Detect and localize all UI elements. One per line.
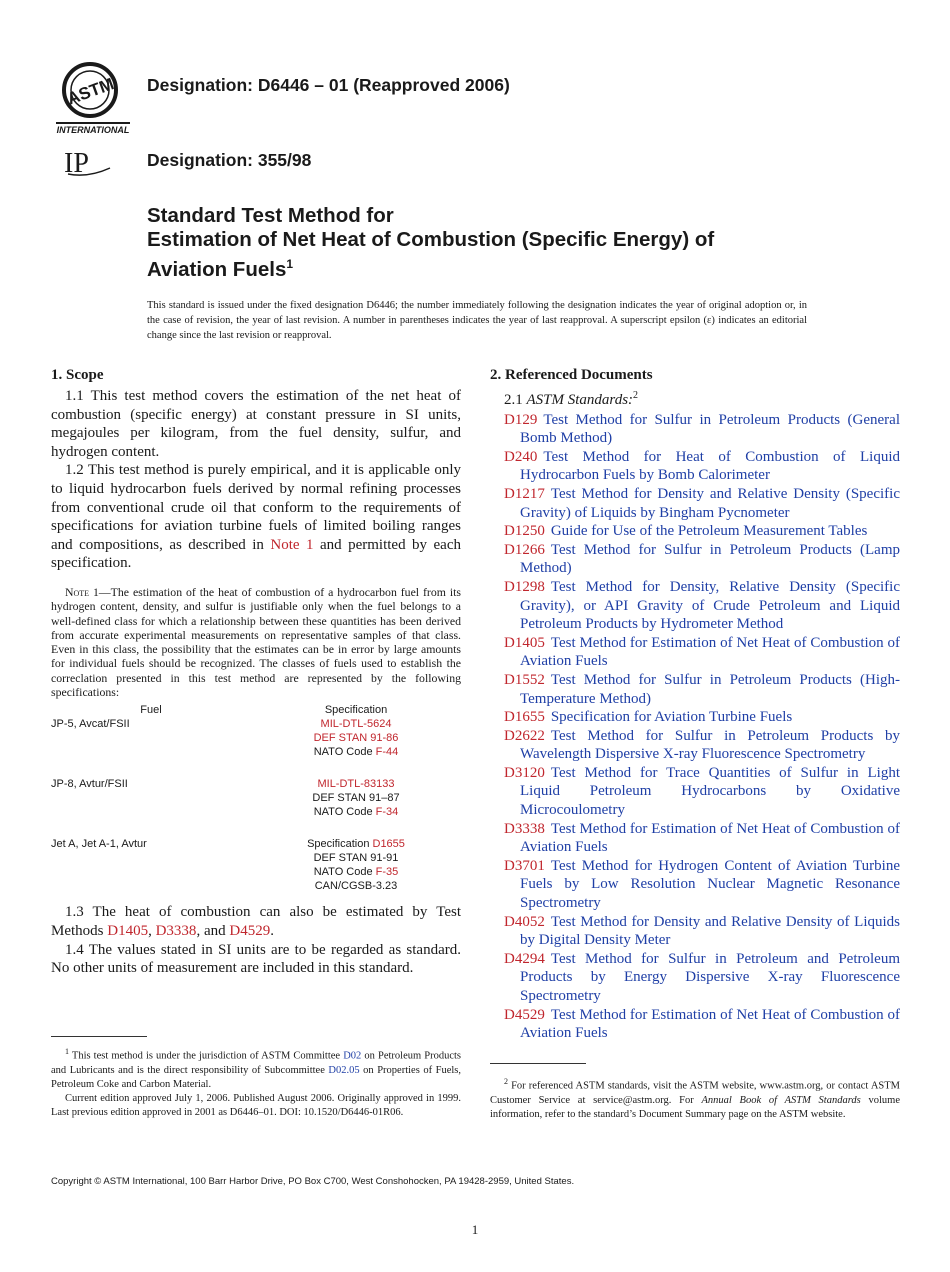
scope-para-1-3-text: 1.3 The heat of combustion can also be estimated by Test Methods (51, 904, 461, 939)
reference-code-link[interactable]: D1298 (504, 578, 545, 595)
scope-para-1-2-text-a: 1.2 This test method is purely empirical, and it is applicable only to liquid hydrocarbon fuels derived by normal refining processes from conventional crude oil that conform to the requirements of specifications for aviation turbine fuels of limited boiling ranges and compositions, as described in (51, 462, 461, 553)
fuel-spec-header-row (51, 703, 461, 717)
spec-column-header: Specification (324, 704, 388, 717)
spec-text: NATO Code (313, 806, 376, 819)
reference-title-link[interactable]: Test Method for Estimation of Net Heat of Combustion of Aviation Fuels (520, 1006, 900, 1042)
reference-title-link[interactable]: Test Method for Estimation of Net Heat of Combustion of Aviation Fuels (520, 634, 900, 670)
spec-text: NATO Code (313, 746, 376, 759)
footnote-divider (51, 1036, 147, 1037)
scope-heading: 1. Scope (51, 367, 104, 383)
reference-code-link[interactable]: D4294 (504, 950, 545, 967)
scope-para-1-4: 1.4 The values stated in SI units are to be regarded as standard. No other units of measurement are included in this standard. (51, 941, 461, 977)
left-column (51, 366, 461, 978)
title-line-3 (147, 252, 867, 282)
list-item (490, 411, 900, 448)
d1405-link[interactable]: D1405 (107, 922, 149, 939)
reference-code-link[interactable]: D4052 (504, 913, 545, 930)
reference-code-link[interactable]: D2622 (504, 727, 545, 744)
reference-code-link[interactable]: D1250 (504, 523, 545, 540)
reference-code-link[interactable]: D1655 (504, 709, 545, 726)
astm-standards-label (527, 392, 639, 408)
reference-title-link[interactable]: Test Method for Density and Relative Density of Liquids by Digital Density Meter (520, 913, 900, 949)
footnote-2-ref[interactable]: 2 (633, 390, 639, 401)
spec-text: CAN/CGSB-3.23 (314, 880, 398, 893)
note-1-text: 1—The estimation of the heat of combustion of a hydrocarbon fuel from its hydrogen content, density, and sulfur is justifiable only when the fuel belongs to a well-defined class for which a relationship between these quantities has been derived from accurate experimental measurements on representative samples of that class. Even in this class, the possibility that the estimates can be in error by large amounts for individual fuels should be recognized. The classes of fuels used to establish the correclation presented in this test method are represented by the following specifications: (51, 584, 461, 700)
reference-title-link[interactable]: Test Method for Sulfur in Petroleum Products (High-Temperature Method) (520, 671, 900, 707)
spec-link[interactable]: F-35 (375, 866, 399, 879)
scope-para-1-2 (51, 461, 461, 573)
fuel-spec-table (51, 703, 461, 893)
reference-title-link[interactable]: Test Method for Heat of Combustion of Liquid Hydrocarbon Fuels by Bomb Calorimeter (520, 448, 900, 484)
spec-link[interactable]: F-34 (375, 806, 399, 819)
spec-text: DEF STAN 91-91 (313, 852, 399, 865)
issuance-statement: This standard is issued under the fixed designation D6446; the number immediately following the designation indicates the year of original adoption or, in the case of revision, the year of last revision. A number in parentheses indicates the year of last reapproval. A superscript epsilon (ε) indicates an editorial change since the last revision or reapproval. (147, 300, 807, 341)
footnote-2-text-a: For referenced ASTM standards, visit the ASTM website, www.astm.org, or contact ASTM Customer Service at service@astm.org. For (490, 1080, 900, 1106)
committee-d02-link[interactable]: D02 (343, 1050, 362, 1062)
spec-link[interactable]: MIL-DTL-83133 (317, 778, 395, 791)
list-item (490, 634, 900, 671)
reference-code-link[interactable]: D3120 (504, 764, 545, 781)
table-row (51, 837, 461, 893)
scope-para-1-3 (51, 903, 461, 940)
ip-logo (64, 148, 112, 176)
astm-standards-intro (504, 387, 900, 410)
d3338-link[interactable]: D3338 (155, 922, 197, 939)
list-item (490, 764, 900, 820)
astm-logo (52, 58, 134, 136)
spec-cell (251, 717, 461, 759)
list-item (490, 541, 900, 578)
subcommittee-link[interactable]: D02.05 (328, 1064, 360, 1076)
spec-link[interactable]: DEF STAN 91-86 (313, 732, 399, 745)
title-line-2: Estimation of Net Heat of Combustion (Specific Energy) of (147, 228, 715, 251)
reference-code-link[interactable]: D3701 (504, 857, 545, 874)
reference-code-link[interactable]: D1405 (504, 634, 545, 651)
note-label: Note (65, 584, 90, 599)
designation-ip: Designation: 355/98 (147, 150, 312, 170)
note-1-link[interactable]: Note 1 (270, 536, 314, 553)
annual-book-title: Annual Book of ASTM Standards (701, 1094, 861, 1106)
astm-international-text: INTERNATIONAL (56, 125, 130, 135)
footnote-2 (490, 1075, 900, 1122)
ip-logo-text: IP (64, 148, 89, 176)
note-1 (51, 585, 461, 699)
separator: , and (196, 922, 230, 939)
footnote-1-text-a: This test method is under the jurisdiction of ASTM Committee (69, 1050, 344, 1062)
spec-link[interactable]: F-44 (375, 746, 399, 759)
footnote-1-text-b: on Petroleum Products and Lubricants and is the direct responsibility of Subcommittee (51, 1050, 461, 1076)
fuel-column-header: Fuel (140, 704, 162, 717)
period: . (270, 922, 274, 939)
title-line-3-text: Aviation Fuels (147, 257, 287, 281)
footnote-1-text-c: on Properties of Fuels, Petroleum Coke and Carbon Material. (51, 1064, 461, 1090)
reference-title-link[interactable]: Test Method for Sulfur in Petroleum Products by Wavelength Dispersive X-ray Fluorescence Spectrometry (520, 727, 900, 763)
fuel-cell: Jet A, Jet A-1, Avtur (51, 838, 147, 851)
reference-code-link[interactable]: D3338 (504, 820, 545, 837)
scope-para-1-1: 1.1 This test method covers the estimation of the net heat of combustion (specific energy) at constant pressure in SI units, megajoules per kilogram, from the fuel density, sulfur, and hydrogen content. (51, 388, 461, 460)
spec-text: NATO Code (313, 866, 376, 879)
reference-title-link[interactable]: Test Method for Sulfur in Petroleum and Petroleum Products by Energy Dispersive X-ray Fluorescence Spectrometry (520, 950, 900, 1004)
fuel-cell: JP-5, Avcat/FSII (51, 718, 130, 731)
fuel-cell: JP-8, Avtur/FSII (51, 778, 128, 791)
reference-list (490, 411, 900, 1043)
table-row (51, 717, 461, 759)
astm-logo-text: ASTM (64, 74, 117, 109)
list-item (490, 671, 900, 708)
reference-title-link[interactable]: Test Method for Trace Quantities of Sulfur in Light Liquid Petroleum Hydrocarbons by Oxidative Microcoulometry (520, 764, 900, 819)
list-item (490, 950, 900, 1006)
reference-title-link[interactable]: Specification for Aviation Turbine Fuels (550, 709, 793, 726)
spec-link[interactable]: MIL-DTL-5624 (320, 718, 392, 731)
copyright-notice: Copyright © ASTM International, 100 Barr Harbor Drive, PO Box C700, West Conshohocken, PA 19428-2959, United States. (51, 1176, 575, 1187)
list-item (490, 578, 900, 634)
list-item (490, 448, 900, 485)
reference-code-link[interactable]: D129 (504, 411, 538, 428)
intro-number: 2.1 (504, 392, 527, 408)
footnote-1 (51, 1045, 461, 1121)
reference-title-link[interactable]: Test Method for Sulfur in Petroleum Products (Lamp Method) (520, 541, 900, 577)
title-footnote-ref[interactable]: 1 (286, 257, 294, 271)
list-item (490, 857, 900, 913)
reference-code-link[interactable]: D1266 (504, 541, 545, 558)
reference-code-link[interactable]: D4529 (504, 1006, 545, 1023)
reference-code-link[interactable]: D1217 (504, 485, 545, 502)
footnote-1-edition: Current edition approved July 1, 2006. Published August 2006. Originally approved in 1999. Last previous edition approved in 2001 as D6446–01. DOI: 10.1520/D6446-01R06. (51, 1093, 461, 1119)
document-title (147, 204, 867, 282)
reference-title-link[interactable]: Guide for Use of the Petroleum Measurement Tables (550, 523, 868, 540)
right-column (490, 366, 900, 1043)
reference-title-link[interactable]: Test Method for Density and Relative Density (Specific Gravity) of Liquids by Bingham Pycnometer (520, 485, 900, 521)
list-item (490, 820, 900, 857)
list-item (490, 1006, 900, 1043)
page-number: 1 (471, 1222, 479, 1237)
footnote-2-text-b: volume information, refer to the standard’s Document Summary page on the ASTM website. (490, 1094, 900, 1120)
table-row (51, 777, 461, 819)
list-item (490, 522, 900, 541)
referenced-documents-heading: 2. Referenced Documents (490, 367, 653, 383)
d4529-link[interactable]: D4529 (229, 922, 271, 939)
reference-title-link[interactable]: Test Method for Density, Relative Density (Specific Gravity), or API Gravity of Crude Petroleum and Liquid Petroleum Products by Hydrometer Method (520, 578, 900, 633)
title-line-1: Standard Test Method for (147, 204, 394, 227)
separator: , (148, 922, 156, 939)
spec-text: DEF STAN 91–87 (312, 792, 400, 805)
spec-cell (251, 777, 461, 819)
list-item (490, 485, 900, 522)
list-item (490, 913, 900, 950)
reference-title-link[interactable]: Test Method for Sulfur in Petroleum Products (General Bomb Method) (520, 411, 900, 447)
reference-code-link[interactable]: D1552 (504, 671, 545, 688)
reference-title-link[interactable]: Test Method for Estimation of Net Heat of Combustion of Aviation Fuels (520, 820, 900, 856)
footnote-1-number: 1 (65, 1047, 69, 1056)
footnote-divider (490, 1063, 586, 1064)
spec-text: Specification (307, 838, 373, 851)
list-item (490, 727, 900, 764)
reference-code-link[interactable]: D240 (504, 448, 538, 465)
footnote-2-number: 2 (504, 1077, 508, 1086)
scope-para-1-2-text-b: and permitted by each specification. (51, 536, 461, 572)
intro-label: ASTM Standards: (526, 392, 634, 408)
list-item (490, 708, 900, 727)
reference-title-link[interactable]: Test Method for Hydrogen Content of Aviation Turbine Fuels by Low Resolution Nuclear Magnetic Resonance Spectrometry (520, 857, 900, 912)
designation-astm: Designation: D6446 – 01 (Reapproved 2006) (147, 75, 510, 95)
spec-cell (251, 837, 461, 893)
spec-link[interactable]: D1655 (372, 838, 405, 851)
